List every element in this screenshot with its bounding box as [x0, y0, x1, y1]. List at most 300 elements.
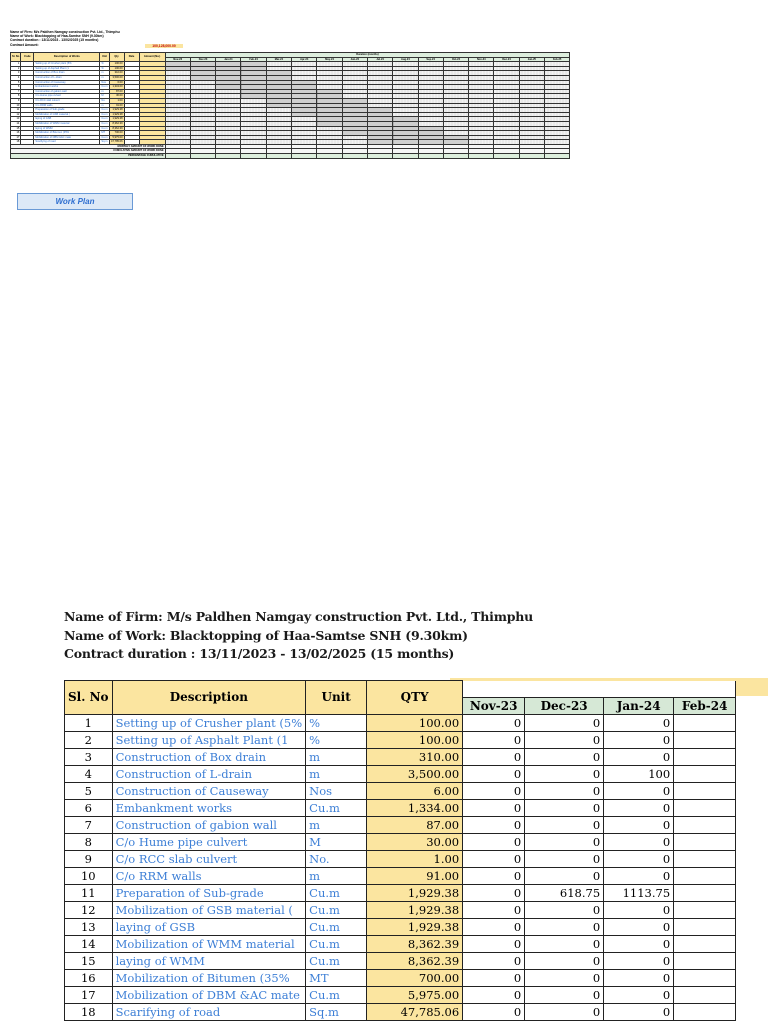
overview-cell[interactable]: Setting up of Asphalt Plant (1 [34, 66, 100, 71]
unit-cell[interactable]: Cu.m [306, 885, 367, 902]
overview-cell[interactable]: 11 [11, 108, 21, 113]
month-cell[interactable]: 0 [525, 783, 604, 800]
qty-cell[interactable]: 47,785.06 [367, 1004, 463, 1021]
month-cell[interactable]: 0 [604, 800, 674, 817]
table-row [65, 1004, 736, 1021]
overview-cell[interactable]: M [100, 94, 109, 99]
month-cell[interactable]: 0 [463, 987, 525, 1004]
month-cell[interactable]: 0 [525, 732, 604, 749]
unit-cell[interactable]: Cu.m [306, 987, 367, 1004]
month-cell[interactable]: 0 [525, 851, 604, 868]
overview-cell[interactable]: laying of WMM [34, 126, 100, 131]
month-cell[interactable]: 0 [463, 817, 525, 834]
table-row [65, 817, 736, 834]
month-cell[interactable]: 0 [463, 868, 525, 885]
month-cell[interactable]: 0 [525, 800, 604, 817]
overview-col-header[interactable]: Qty [109, 53, 124, 62]
month-cell[interactable]: 0 [604, 783, 674, 800]
month-cell[interactable] [674, 749, 736, 766]
unit-cell[interactable]: Cu.m [306, 800, 367, 817]
description-cell[interactable]: laying of GSB [112, 919, 306, 936]
description-cell[interactable]: Preparation of Sub-grade [112, 885, 306, 902]
overview-cell[interactable]: Construction of Box drain [34, 71, 100, 76]
unit-cell[interactable]: Cu.m [306, 919, 367, 936]
overview-summary-cell[interactable] [190, 154, 215, 159]
col-sl-no[interactable]: Sl. No [65, 681, 113, 715]
overview-cell[interactable]: 2 [11, 66, 21, 71]
overview-summary-cell[interactable] [241, 154, 266, 159]
overview-summary-cell[interactable] [342, 154, 367, 159]
table-row [65, 766, 736, 783]
month-cell[interactable]: 0 [525, 766, 604, 783]
overview-summary-cell[interactable] [266, 154, 291, 159]
month-cell[interactable] [674, 970, 736, 987]
description-cell[interactable]: Construction of Causeway [112, 783, 306, 800]
month-cell[interactable]: 0 [525, 936, 604, 953]
overview-summary-cell[interactable] [317, 154, 342, 159]
contract-amount-value: 100,128,000.00 [145, 44, 183, 48]
sl-cell[interactable]: 9 [65, 851, 113, 868]
month-cell[interactable]: 1113.75 [604, 885, 674, 902]
overview-month-header[interactable]: Dec-24 [494, 57, 519, 62]
unit-cell[interactable]: m [306, 868, 367, 885]
work-plan-button[interactable]: Work Plan [17, 193, 133, 210]
description-cell[interactable]: Construction of gabion wall [112, 817, 306, 834]
col-unit[interactable]: Unit [306, 681, 367, 715]
qty-cell[interactable]: 8,362.39 [367, 953, 463, 970]
sl-cell[interactable]: 4 [65, 766, 113, 783]
overview-cell[interactable]: laying of GSB [34, 117, 100, 122]
overview-summary-label: PERCENTAGE CUMULATIVE [11, 154, 166, 159]
month-cell[interactable] [674, 1004, 736, 1021]
overview-month-header[interactable]: Jul-24 [367, 57, 392, 62]
unit-cell[interactable]: m [306, 817, 367, 834]
overview-cell[interactable]: Preparation of Sub-grade [34, 108, 100, 113]
month-cell[interactable]: 0 [604, 936, 674, 953]
month-cell[interactable]: 0 [604, 749, 674, 766]
month-cell[interactable]: 0 [525, 817, 604, 834]
description-cell[interactable]: Mobilization of Bitumen (35% [112, 970, 306, 987]
unit-cell[interactable]: No. [306, 851, 367, 868]
month-cell[interactable] [674, 715, 736, 732]
table-row [65, 970, 736, 987]
month-cell[interactable]: 0 [604, 970, 674, 987]
overview-cell[interactable]: m [100, 103, 109, 108]
table-row [65, 732, 736, 749]
unit-cell[interactable]: Cu.m [306, 953, 367, 970]
description-cell[interactable]: Scarifying of road [112, 1004, 306, 1021]
unit-cell[interactable]: Sq.m [306, 1004, 367, 1021]
description-cell[interactable]: Construction of L-drain [112, 766, 306, 783]
month-cell[interactable]: 0 [525, 970, 604, 987]
month-cell[interactable]: 0 [525, 715, 604, 732]
overview-cell[interactable]: 1 [11, 62, 21, 67]
month-cell[interactable]: 0 [604, 715, 674, 732]
overview-col-header[interactable]: Amount (Nu.) [139, 53, 165, 62]
overview-cell[interactable]: 1,334.00 [109, 85, 124, 90]
table-row [65, 936, 736, 953]
overview-cell[interactable]: Mobilization of GSB material ( [34, 112, 100, 117]
sl-cell[interactable]: 5 [65, 783, 113, 800]
overview-month-header[interactable]: Feb-25 [545, 57, 570, 62]
overview-cell[interactable]: 14 [11, 121, 21, 126]
overview-cell[interactable]: Cu.m [101, 121, 108, 125]
month-cell[interactable]: 0 [463, 766, 525, 783]
month-cell[interactable]: 0 [463, 715, 525, 732]
overview-summary-cell[interactable] [292, 154, 317, 159]
description-cell[interactable]: C/o RCC slab culvert [112, 851, 306, 868]
overview-cell[interactable]: 6 [11, 85, 21, 90]
overview-cell[interactable]: 30.00 [109, 94, 124, 99]
overview-cell[interactable]: 8 [11, 94, 21, 99]
description-cell[interactable]: Setting up of Crusher plant (5% [112, 715, 306, 732]
unit-cell[interactable]: Cu.m [306, 936, 367, 953]
description-cell[interactable]: Setting up of Asphalt Plant (1 [112, 732, 306, 749]
month-cell[interactable] [674, 766, 736, 783]
overview-contract-amount-label: Contract Amount: [10, 42, 39, 47]
month-cell[interactable]: 100 [604, 766, 674, 783]
qty-cell[interactable]: 100.00 [367, 732, 463, 749]
month-cell[interactable] [674, 987, 736, 1004]
qty-cell[interactable]: 1,334.00 [367, 800, 463, 817]
overview-cell[interactable]: Setting up of Crusher plant (5% [34, 62, 100, 67]
table-row [65, 851, 736, 868]
overview-month-header[interactable]: Sep-24 [418, 57, 443, 62]
unit-cell[interactable]: % [306, 715, 367, 732]
overview-cell[interactable]: 9 [11, 98, 21, 103]
overview-cell[interactable]: Nos [100, 80, 109, 85]
overview-cell[interactable]: % [100, 62, 109, 67]
month-cell[interactable] [674, 817, 736, 834]
overview-cell[interactable]: 16 [11, 131, 21, 136]
month-cell[interactable]: 0 [463, 732, 525, 749]
overview-summary-cell[interactable] [545, 154, 570, 159]
overview-cell[interactable]: Cu.m [101, 112, 108, 116]
month-cell[interactable]: 0 [604, 919, 674, 936]
overview-duration: Contract duration : 13/11/2023 - 13/02/2025 (15 months) [10, 38, 99, 43]
overview-cell[interactable]: m [100, 71, 109, 76]
month-cell[interactable]: 0 [525, 919, 604, 936]
overview-month-header[interactable]: Nov-23 [165, 57, 190, 62]
overview-month-header[interactable]: Jun-24 [342, 57, 367, 62]
table-row [65, 885, 736, 902]
overview-cell[interactable]: 12 [11, 112, 21, 117]
month-cell[interactable]: 0 [463, 953, 525, 970]
unit-cell[interactable]: m [306, 766, 367, 783]
sl-cell[interactable]: 2 [65, 732, 113, 749]
overview-summary-row [11, 154, 570, 159]
overview-month-header[interactable]: Aug-24 [393, 57, 418, 62]
table-row [65, 902, 736, 919]
qty-cell[interactable]: 100.00 [367, 715, 463, 732]
month-cell[interactable]: 0 [604, 1004, 674, 1021]
overview-cell[interactable]: 3,500.00 [109, 75, 124, 80]
qty-cell[interactable]: 6.00 [367, 783, 463, 800]
overview-month-header[interactable]: Feb-24 [241, 57, 266, 62]
overview-summary-cell[interactable] [165, 154, 190, 159]
overview-cell[interactable]: 1.00 [109, 98, 124, 103]
overview-cell[interactable]: Mobilization of Bitumen (35% [34, 131, 100, 136]
overview-summary-cell[interactable] [469, 154, 494, 159]
overview-cell[interactable]: % [100, 66, 109, 71]
month-cell[interactable] [674, 953, 736, 970]
table-row [65, 987, 736, 1004]
overview-cell[interactable]: 310.00 [109, 71, 124, 76]
month-cell[interactable]: 0 [463, 902, 525, 919]
overview-summary-label: MONTHLY AMOUNT OF WORK DONE [11, 144, 166, 149]
unit-cell[interactable]: M [306, 834, 367, 851]
unit-cell[interactable]: % [306, 732, 367, 749]
overview-cell[interactable]: Embankment works [34, 85, 100, 90]
detail-table [64, 680, 736, 1021]
overview-cell[interactable]: 13 [11, 117, 21, 122]
month-cell[interactable] [674, 902, 736, 919]
overview-cell[interactable]: Mobilization of DBM &AC mate [34, 135, 100, 140]
qty-cell[interactable]: 8,362.39 [367, 936, 463, 953]
month-cell[interactable]: 0 [463, 851, 525, 868]
description-cell[interactable]: Construction of Box drain [112, 749, 306, 766]
sl-cell[interactable]: 3 [65, 749, 113, 766]
overview-cell[interactable]: 700.00 [109, 131, 124, 136]
month-cell[interactable] [674, 732, 736, 749]
sl-cell[interactable]: 12 [65, 902, 113, 919]
sl-cell[interactable]: 18 [65, 1004, 113, 1021]
month-cell[interactable]: 0 [525, 834, 604, 851]
overview-cell[interactable]: 3 [11, 71, 21, 76]
month-cell[interactable]: 0 [463, 1004, 525, 1021]
month-cell[interactable]: 0 [604, 817, 674, 834]
overview-month-header[interactable]: Mar-24 [266, 57, 291, 62]
overview-cell[interactable]: MT [100, 131, 109, 136]
sl-cell[interactable]: 8 [65, 834, 113, 851]
sl-cell[interactable]: 17 [65, 987, 113, 1004]
overview-cell[interactable]: 5,975.00 [109, 135, 124, 140]
overview-col-header[interactable]: Rate [124, 53, 139, 62]
month-cell[interactable]: 0 [604, 902, 674, 919]
table-row [65, 868, 736, 885]
overview-cell[interactable]: No. [100, 98, 109, 103]
overview-cell[interactable]: Construction of L-drain [34, 75, 100, 80]
table-row [65, 749, 736, 766]
overview-cell[interactable]: 18 [11, 140, 21, 145]
overview-col-header[interactable]: Sl. No [11, 53, 21, 62]
sl-cell[interactable]: 7 [65, 817, 113, 834]
overview-summary-cell[interactable] [418, 154, 443, 159]
overview-cell[interactable]: m [100, 75, 109, 80]
col-month[interactable]: Nov-23 [463, 698, 525, 715]
description-cell[interactable]: Mobilization of DBM &AC mate [112, 987, 306, 1004]
overview-month-header[interactable]: Jan-24 [216, 57, 241, 62]
month-cell[interactable]: 0 [525, 749, 604, 766]
overview-cell[interactable]: 100.00 [109, 66, 124, 71]
overview-col-header[interactable]: Unit [100, 53, 109, 62]
table-row [65, 834, 736, 851]
overview-cell[interactable]: 1,929.38 [109, 117, 124, 122]
month-cell[interactable]: 0 [604, 953, 674, 970]
overview-col-header[interactable]: Description of Works [34, 53, 100, 62]
month-cell[interactable]: 0 [463, 783, 525, 800]
month-cell[interactable] [674, 868, 736, 885]
col-month[interactable]: Feb-24 [674, 698, 736, 715]
overview-month-header[interactable]: Nov-24 [469, 57, 494, 62]
overview-cell[interactable]: Cu.m [101, 108, 108, 112]
unit-cell[interactable]: m [306, 749, 367, 766]
overview-table [10, 52, 570, 159]
sl-cell[interactable]: 10 [65, 868, 113, 885]
overview-cell[interactable]: 8,362.39 [109, 126, 124, 131]
month-cell[interactable] [674, 885, 736, 902]
col-month[interactable]: Dec-23 [525, 698, 604, 715]
sheet-overview [10, 30, 755, 215]
month-cell[interactable]: 0 [463, 885, 525, 902]
overview-cell[interactable]: 100.00 [109, 62, 124, 67]
month-cell[interactable]: 0 [604, 851, 674, 868]
overview-month-header[interactable]: Dec-23 [190, 57, 215, 62]
qty-cell[interactable]: 700.00 [367, 970, 463, 987]
firm-name: Name of Firm: M/s Paldhen Namgay construction Pvt. Ltd., Thimphu [64, 609, 534, 624]
sl-cell[interactable]: 16 [65, 970, 113, 987]
month-cell[interactable]: 0 [525, 1004, 604, 1021]
overview-cell[interactable]: 15 [11, 126, 21, 131]
unit-cell[interactable]: Nos [306, 783, 367, 800]
table-row [65, 800, 736, 817]
qty-cell[interactable]: 1,929.38 [367, 919, 463, 936]
col-qty[interactable]: QTY [367, 681, 463, 715]
overview-cell[interactable]: Sq.m [101, 140, 108, 144]
month-cell[interactable]: 0 [525, 902, 604, 919]
description-cell[interactable]: laying of WMM [112, 953, 306, 970]
qty-cell[interactable]: 91.00 [367, 868, 463, 885]
month-cell[interactable]: 0 [525, 953, 604, 970]
detail-header [64, 608, 533, 664]
overview-month-header[interactable]: Apr-24 [292, 57, 317, 62]
month-cell[interactable]: 0 [463, 936, 525, 953]
overview-cell[interactable]: Cu.m [101, 117, 108, 121]
overview-cell[interactable]: 91.00 [109, 103, 124, 108]
overview-cell[interactable]: Cu.m [101, 85, 108, 89]
overview-summary-label: CUMULATIVE AMOUNT OF WORK DONE [11, 149, 166, 154]
description-cell[interactable]: Mobilization of WMM material [112, 936, 306, 953]
overview-duration-header: Duration (months) [165, 53, 570, 58]
overview-cell[interactable]: Cu.m [101, 135, 108, 139]
col-description[interactable]: Description [112, 681, 306, 715]
month-cell[interactable]: 618.75 [525, 885, 604, 902]
overview-summary-cell[interactable] [367, 154, 392, 159]
overview-col-header[interactable]: Code [21, 53, 34, 62]
overview-month-header[interactable]: Oct-24 [443, 57, 468, 62]
qty-cell[interactable]: 87.00 [367, 817, 463, 834]
overview-cell[interactable]: 1,929.38 [109, 108, 124, 113]
description-cell[interactable]: C/o RRM walls [112, 868, 306, 885]
description-cell[interactable]: C/o Hume pipe culvert [112, 834, 306, 851]
overview-cell[interactable]: Cu.m [101, 126, 108, 130]
month-group-header [463, 681, 736, 698]
qty-cell[interactable]: 1.00 [367, 851, 463, 868]
qty-cell[interactable]: 5,975.00 [367, 987, 463, 1004]
month-cell[interactable]: 0 [463, 834, 525, 851]
qty-cell[interactable]: 310.00 [367, 749, 463, 766]
overview-cell[interactable]: 6.00 [109, 80, 124, 85]
overview-cell[interactable]: Scarifying of road [34, 140, 100, 145]
month-cell[interactable] [674, 783, 736, 800]
month-cell[interactable]: 0 [463, 800, 525, 817]
work-name: Name of Work: Blacktopping of Haa-Samtse SNH (9.30km) [64, 627, 468, 643]
overview-month-header[interactable]: May-24 [317, 57, 342, 62]
sl-cell[interactable]: 11 [65, 885, 113, 902]
overview-summary-cell[interactable] [494, 154, 519, 159]
description-cell[interactable]: Embankment works [112, 800, 306, 817]
overview-cell[interactable]: C/o RRM walls [34, 103, 100, 108]
month-cell[interactable]: 0 [604, 732, 674, 749]
month-cell[interactable] [674, 919, 736, 936]
qty-cell[interactable]: 1,929.38 [367, 885, 463, 902]
overview-cell[interactable]: 17 [11, 135, 21, 140]
month-cell[interactable]: 0 [604, 834, 674, 851]
overview-cell[interactable]: Construction of Causeway [34, 80, 100, 85]
unit-cell[interactable]: Cu.m [306, 902, 367, 919]
table-row [65, 715, 736, 732]
month-cell[interactable]: 0 [604, 868, 674, 885]
overview-cell[interactable]: m [100, 89, 109, 94]
table-row [65, 953, 736, 970]
overview-cell[interactable]: 1,929.38 [109, 112, 124, 117]
qty-cell[interactable]: 1,929.38 [367, 902, 463, 919]
overview-cell[interactable]: 8,362.39 [109, 121, 124, 126]
overview-cell[interactable]: C/o Hume pipe culvert [34, 94, 100, 99]
overview-summary-cell[interactable] [216, 154, 241, 159]
month-cell[interactable]: 0 [463, 919, 525, 936]
unit-cell[interactable]: MT [306, 970, 367, 987]
overview-cell[interactable]: Mobilization of WMM material [34, 121, 100, 126]
overview-cell[interactable]: 47,785.06 [111, 140, 123, 144]
sl-cell[interactable]: 13 [65, 919, 113, 936]
overview-month-header[interactable]: Jan-25 [519, 57, 544, 62]
sl-cell[interactable]: 15 [65, 953, 113, 970]
month-cell[interactable] [674, 936, 736, 953]
table-row [65, 919, 736, 936]
sl-cell[interactable]: 14 [65, 936, 113, 953]
month-cell[interactable]: 0 [525, 868, 604, 885]
overview-cell[interactable]: 10 [11, 103, 21, 108]
overview-cell[interactable]: 4 [11, 75, 21, 80]
overview-cell[interactable]: 7 [11, 89, 21, 94]
col-month[interactable]: Jan-24 [604, 698, 674, 715]
overview-cell[interactable]: Construction of gabion wall [34, 89, 100, 94]
overview-summary-cell[interactable] [519, 154, 544, 159]
overview-cell[interactable]: 87.00 [109, 89, 124, 94]
month-cell[interactable]: 0 [463, 970, 525, 987]
overview-summary-cell[interactable] [393, 154, 418, 159]
month-cell[interactable] [674, 834, 736, 851]
month-cell[interactable] [674, 851, 736, 868]
month-cell[interactable] [674, 800, 736, 817]
overview-cell[interactable]: 5 [11, 80, 21, 85]
overview-summary-cell[interactable] [443, 154, 468, 159]
qty-cell[interactable]: 30.00 [367, 834, 463, 851]
description-cell[interactable]: Mobilization of GSB material ( [112, 902, 306, 919]
sl-cell[interactable]: 6 [65, 800, 113, 817]
sl-cell[interactable]: 1 [65, 715, 113, 732]
month-cell[interactable]: 0 [463, 749, 525, 766]
month-cell[interactable]: 0 [525, 987, 604, 1004]
table-row [65, 783, 736, 800]
contract-duration: Contract duration : 13/11/2023 - 13/02/2025 (15 months) [64, 646, 455, 661]
overview-work: Name of Work: Blacktopping of Haa-Samtse SNH (9.30km) [10, 34, 104, 39]
month-cell[interactable]: 0 [604, 987, 674, 1004]
overview-firm: Name of Firm: M/s Paldhen Namgay construction Pvt. Ltd., Thimphu [10, 30, 120, 34]
qty-cell[interactable]: 3,500.00 [367, 766, 463, 783]
overview-cell[interactable]: C/o RCC slab culvert [34, 98, 100, 103]
